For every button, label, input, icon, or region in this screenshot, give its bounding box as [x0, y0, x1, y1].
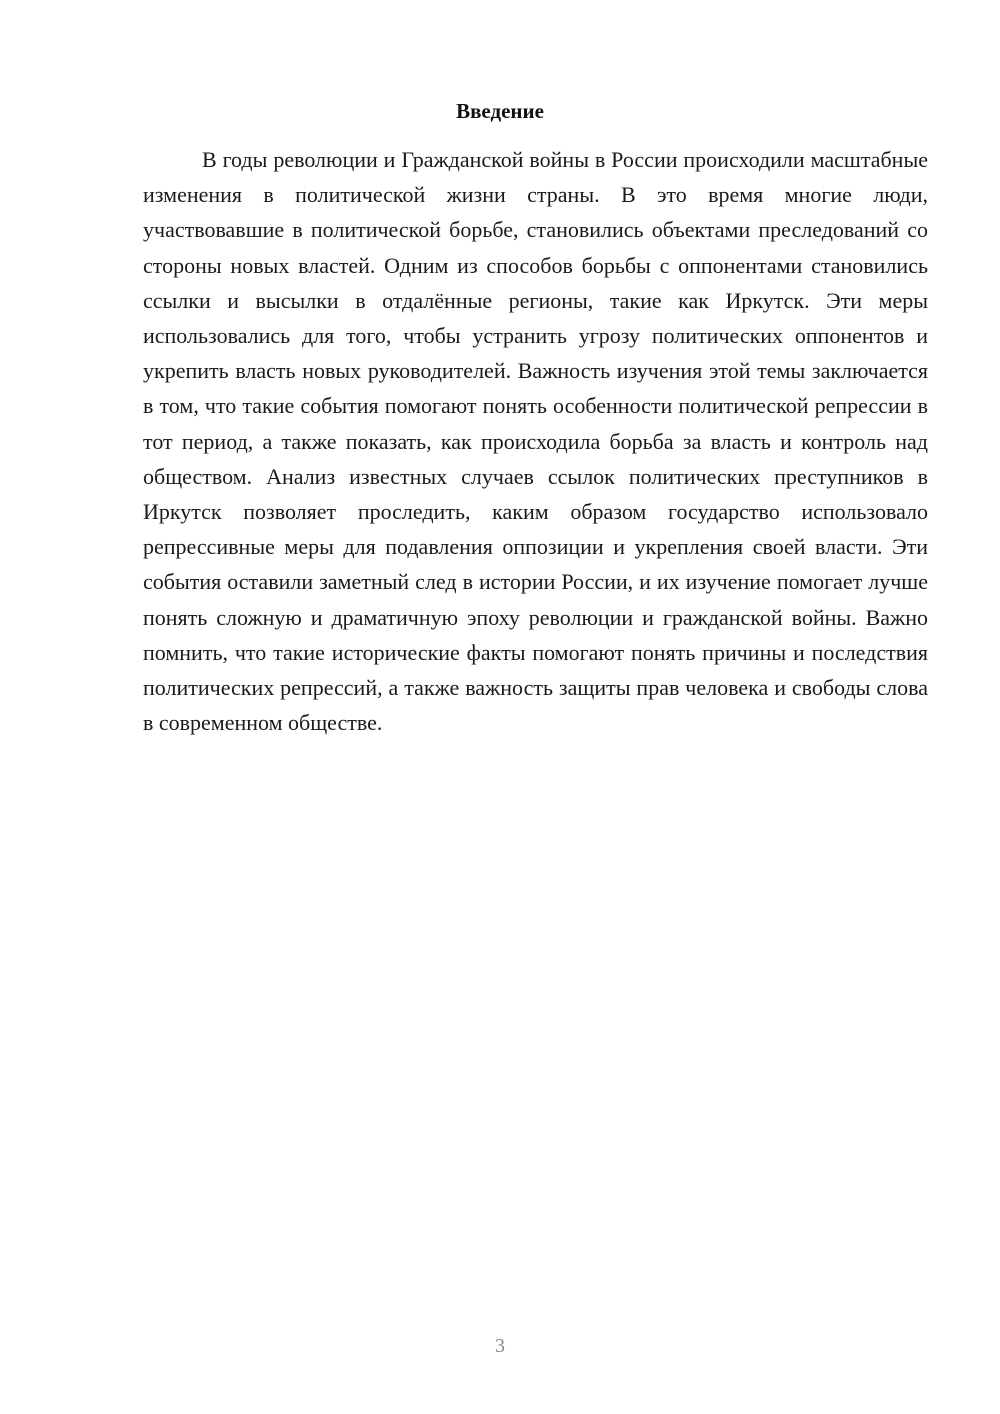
- page-number: 3: [495, 1335, 505, 1357]
- body-paragraph: В годы революции и Гражданской войны в России происходили масштабные изменения в политической жизни страны. В это время многие люди, участвовавшие в политической борьбе, становились объектами преследований со стороны новых властей. Одним из способов борьбы с оппонентами становились ссылки и высылки в отдалённые регионы, такие как Иркутск. Эти меры использовались для того, чтобы устранить угрозу политических оппонентов и укрепить власть новых руководителей. Важность изучения этой темы заключается в том, что такие события помогают понять особенности политической репрессии в тот период, а также показать, как происходила борьба за власть и контроль над обществом. Анализ известных случаев ссылок политических преступников в Иркутск позволяет проследить, каким образом государство использовало репрессивные меры для подавления оппозиции и укрепления своей власти. Эти события оставили заметный след в истории России, и их изучение помогает лучше понять сложную и драматичную эпоху революции и гражданской войны. Важно помнить, что такие исторические факты помогают понять причины и последствия политических репрессий, а также важность защиты прав человека и свободы слова в современном обществе.: [143, 147, 928, 736]
- section-heading: Введение: [456, 99, 544, 123]
